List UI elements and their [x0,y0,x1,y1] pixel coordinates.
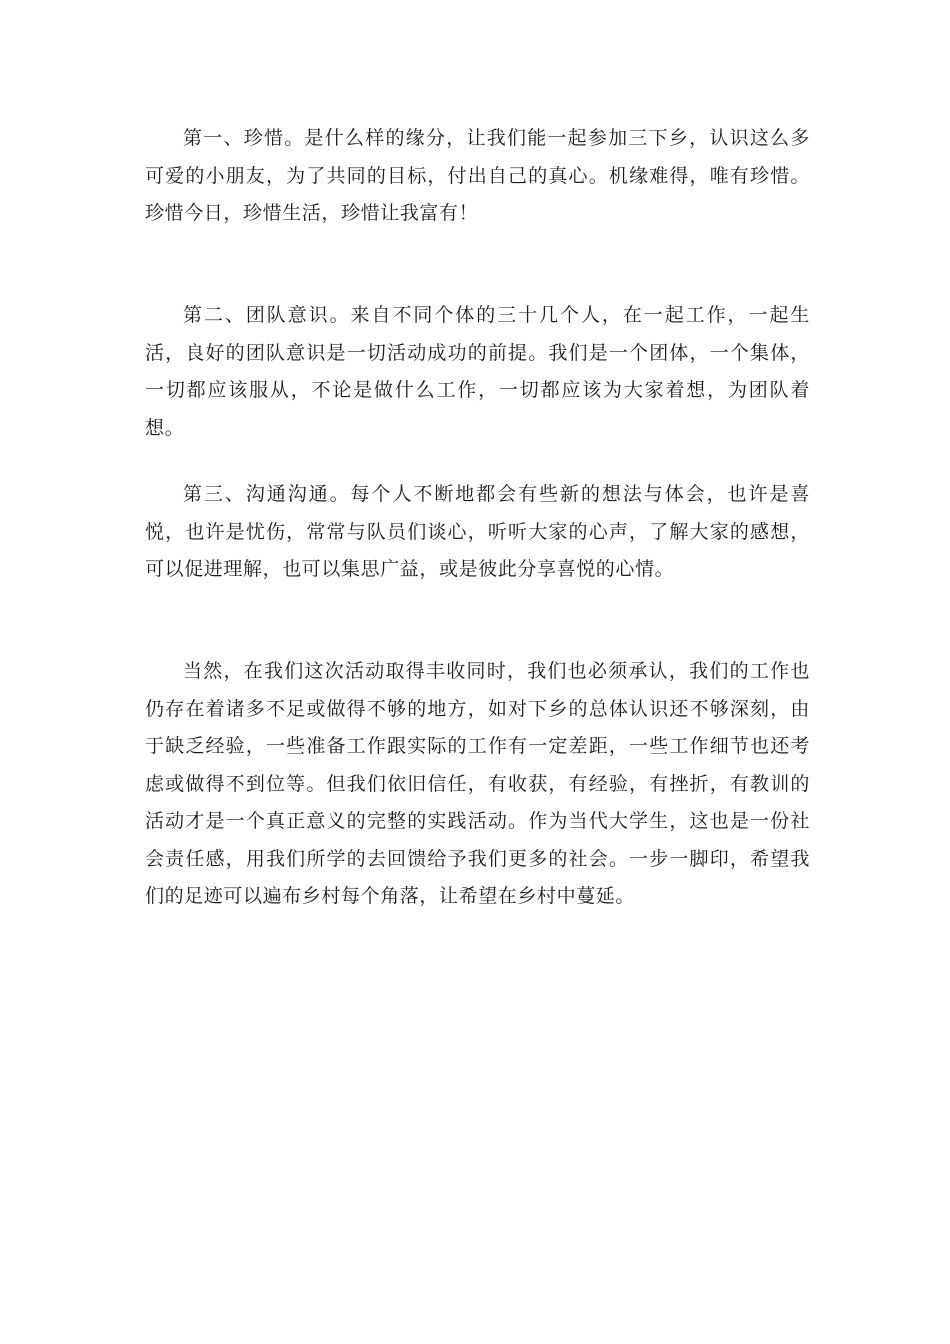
paragraph-teamwork: 第二、团队意识。来自不同个体的三十几个人，在一起工作，一起生活，良好的团队意识是一切活动成功的前提。我们是一个团体，一个集体，一切都应该服从，不论是做什么工作，一切都应该为大家着想，为团队着想。 [145,304,810,439]
paragraph-reflection: 当然，在我们这次活动取得丰收同时，我们也必须承认，我们的工作也仍存在着诸多不足或做得不够的地方，如对下乡的总体认识还不够深刻，由于缺乏经验，一些准备工作跟实际的工作有一定差距，一些工作细节也还考虑或做得不到位等。但我们依旧信任，有收获，有经验，有挫折，有教训的活动才是一个真正意义的完整的实践活动。作为当代大学生，这也是一份社会责任感，用我们所学的去回馈给予我们更多的社会。一步一脚印，希望我们的足迹可以遍布乡村每个角落，让希望在乡村中蔓延。 [145,660,810,907]
paragraph-communication: 第三、沟通沟通。每个人不断地都会有些新的想法与体会，也许是喜悦，也许是忧伤，常常与队员们谈心，听听大家的心声，了解大家的感想，可以促进理解，也可以集思广益，或是彼此分享喜悦的心情。 [145,483,810,580]
paragraph-cherish: 第一、珍惜。是什么样的缘分，让我们能一起参加三下乡，认识这么多可爱的小朋友，为了共同的目标，付出自己的真心。机缘难得，唯有珍惜。珍惜今日，珍惜生活，珍惜让我富有！ [145,127,810,224]
